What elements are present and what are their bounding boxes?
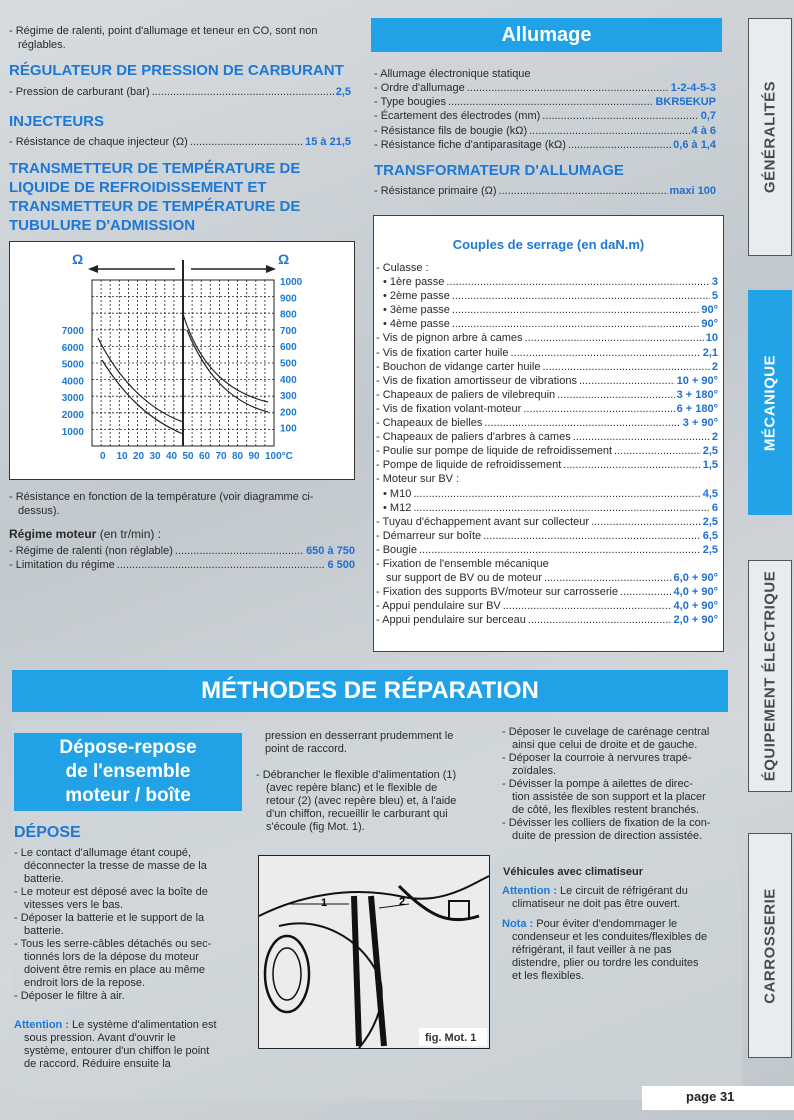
moteur-bv-label: - Moteur sur BV : (376, 473, 460, 486)
couples-title: Couples de serrage (en daN.m) (452, 237, 645, 252)
couple-row: - Fixation des supports BV/moteur sur carrosserie ..... 4,0 + 90° (376, 585, 718, 599)
left-scale-label: 5000 (61, 359, 84, 371)
attention-text-1: Le système d'alimentation est (72, 1019, 217, 1031)
x-scale-label: 30 (149, 451, 161, 462)
x-scale-label: 0 (100, 451, 106, 462)
depose-step-line: vitesses vers le bas. (24, 899, 124, 911)
figure-label-2: 2 (399, 896, 406, 908)
attention-block (14, 1019, 246, 1071)
x-scale-label: 20 (133, 451, 145, 462)
transmetteur-title-line-3: TRANSMETTEUR DE TEMPÉRATURE DE (9, 198, 301, 215)
couple-row: - Bougie ..... 2,5 (376, 543, 718, 557)
tab-carrosserie-label: CARROSSERIE (761, 887, 779, 1004)
couple-row: - Vis de fixation carter huile ..... 2,1 (376, 346, 718, 360)
x-scale-label: 50 (182, 451, 194, 462)
col2-top-2: point de raccord. (265, 743, 347, 755)
depose-step-line: endroit lors de la repose. (24, 977, 146, 989)
transformateur-title: TRANSFORMATEUR D'ALLUMAGE (374, 162, 624, 179)
limitation-regime-row: - Limitation du régime ..... 6 500 (9, 558, 355, 572)
depose-heading: DÉPOSE (14, 824, 81, 841)
allumage-row: - Ordre d'allumage ..... 1-2-4-5-3 (374, 81, 716, 95)
regime-title: Régime moteur (9, 527, 97, 541)
resistance-primaire-row: - Résistance primaire (Ω) ..... maxi 100 (374, 184, 716, 198)
depose-step-line: - Le moteur est déposé avec la boîte de (14, 886, 208, 898)
couple-row: - Bouchon de vidange carter huile ..... 2 (376, 360, 718, 374)
couple-row: - Démarreur sur boîte ..... 6,5 (376, 529, 718, 543)
col3-step-line: - Déposer le cuvelage de carénage central (502, 726, 710, 738)
left-scale-label: 6000 (61, 342, 84, 354)
col3-step-line: tion assistée de son support et la placer (512, 791, 706, 803)
transmetteur-title-line-1: TRANSMETTEUR DE TEMPÉRATURE DE (9, 160, 301, 177)
left-scale-label: 2000 (61, 410, 84, 421)
nota-text-1: Pour éviter d'endommager le (536, 918, 678, 930)
nota-block (502, 918, 730, 983)
allumage-banner: Allumage (371, 18, 722, 52)
box-title-line-1: Dépose-repose (59, 737, 197, 758)
box-title-line-2: de l'ensemble (65, 761, 191, 782)
x-scale-label: 80 (232, 451, 244, 462)
regime-ralenti-row: - Régime de ralenti (non réglable) ..... 650 à 750 (9, 544, 355, 558)
right-scale-label: 700 (280, 325, 297, 337)
omega-left-label: Ω (72, 251, 84, 267)
left-scale-label: 1000 (61, 426, 84, 438)
depose-step-line: - Déposer la batterie et le support de la (14, 912, 205, 924)
right-scale-label: 400 (280, 374, 297, 386)
attention2-text-2: climatiseur ne doit pas être ouvert. (512, 898, 681, 910)
x-scale-label: 10 (116, 451, 128, 462)
col3-step-line: - Dévisser la pompe à ailettes de direc- (502, 778, 693, 790)
couple-row: sur support de BV ou de moteur ..... 6,0 + 90° (386, 571, 718, 585)
pression-carburant-row: - Pression de carburant (bar) ..... 2,5 (9, 85, 351, 99)
couple-row: • M12 ..... 6 (383, 501, 718, 515)
col2-steps (256, 769, 488, 834)
col3-step-line: - Déposer la courroie à nervures trapé- (502, 752, 692, 764)
culasse-label: - Culasse : (376, 262, 429, 274)
right-scale-label: 1000 (280, 277, 303, 288)
left-scale-label: 4000 (61, 376, 84, 388)
couple-row: • 3ème passe ..... 90° (383, 303, 718, 317)
col2-step-line: (avec repère blanc) et le flexible de (266, 782, 438, 794)
resistance-note-line-2: dessus). (18, 505, 60, 517)
couple-row: - Poulie sur pompe de liquide de refroidissement ..... 2,5 (376, 444, 718, 458)
couple-row: - Vis de fixation amortisseur de vibrations ..... 10 + 90° (376, 374, 718, 388)
methodes-banner: MÉTHODES DE RÉPARATION (12, 670, 728, 712)
regulateur-title: RÉGULATEUR DE PRESSION DE CARBURANT (9, 62, 344, 79)
couple-row: - Vis de pignon arbre à cames ..... 10 (376, 331, 718, 345)
col2-step-line: d'un chiffon, recueillir le carburant qui (266, 808, 448, 820)
x-scale-label: 90 (248, 451, 260, 462)
col2-step-line: s'écoule (fig Mot. 1). (266, 821, 365, 833)
depose-step-line: batterie. (24, 925, 64, 937)
nota-text-2: condenseur et les conduites/flexibles de (512, 931, 708, 943)
right-scale-label: 100 (280, 423, 297, 435)
tab-equipement-label: ÉQUIPEMENT ÉLECTRIQUE (761, 570, 779, 782)
transmetteur-title-line-2: LIQUIDE DE REFROIDISSEMENT ET (9, 179, 267, 196)
right-scale-label: 200 (280, 407, 297, 419)
allumage-statique: - Allumage électronique statique (374, 68, 531, 80)
left-scale-label: 3000 (61, 393, 84, 405)
depose-repose-title (14, 736, 242, 808)
tab-generalites[interactable] (748, 18, 792, 256)
x-scale-label: 40 (166, 451, 178, 462)
tab-mecanique-label: MÉCANIQUE (761, 354, 779, 451)
couple-row: - Chapeaux de bielles ..... 3 + 90° (376, 416, 718, 430)
couple-row: • M10 ..... 4,5 (383, 487, 718, 501)
attention-text-4: de raccord. Réduire ensuite la (24, 1058, 171, 1070)
nota-text-4: distendre, plier ou tordre les conduites (512, 957, 699, 969)
col2-top-1: pression en desserrant prudemment le (265, 730, 454, 742)
depose-steps (14, 847, 244, 1003)
climatiseur-title: Véhicules avec climatiseur (503, 866, 644, 878)
left-arrow-head (88, 265, 98, 273)
couple-row: • 1ère passe ..... 3 (383, 275, 718, 289)
depose-step-line: doivent être remis en place au même (24, 964, 205, 976)
temperature-resistance-diagram (9, 241, 355, 480)
allumage-row: - Résistance fils de bougie (kΩ) ..... 4 à 6 (374, 124, 716, 138)
nota-label: Nota : (502, 918, 534, 930)
page-number: page 31 (686, 1089, 735, 1104)
intro-line-1: - Régime de ralenti, point d'allumage et teneur en CO, sont non (9, 25, 318, 37)
attention2-block (502, 885, 730, 911)
figure-svg (259, 856, 489, 1048)
col3-step-line: zoïdales. (512, 765, 557, 777)
attention-text-2: sous pression. Avant d'ouvrir le (24, 1032, 176, 1044)
regime-unit: (en tr/min) : (99, 527, 162, 541)
couple-row: • 2ème passe ..... 5 (383, 289, 718, 303)
couple-row: - Tuyau d'échappement avant sur collecteur ..... 2,5 (376, 515, 718, 529)
resistance-injecteur-row: - Résistance de chaque injecteur (Ω) ..... 15 à 21,5 (9, 135, 351, 149)
transmetteur-title-line-4: TUBULURE D'ADMISSION (9, 217, 196, 234)
couple-row: - Chapeaux de paliers de vilebrequin ..... 3 + 180° (376, 388, 718, 402)
right-curve-lower (187, 330, 268, 412)
col2-step-line: - Débrancher le flexible d'alimentation (1) (256, 769, 457, 781)
couple-row: - Vis de fixation volant-moteur ..... 6 + 180° (376, 402, 718, 416)
col2-step-line: retour (2) (avec repère bleu) et, à l'aide (266, 795, 457, 807)
nota-text-5: et les flexibles. (512, 970, 585, 982)
depose-step-line: batterie. (24, 873, 64, 885)
col3-step-line: duite de pression de direction assistée. (512, 830, 703, 842)
couple-row: - Appui pendulaire sur BV ..... 4,0 + 90° (376, 599, 718, 613)
right-arrow-head (266, 265, 276, 273)
right-scale-label: 500 (280, 358, 297, 370)
tab-carrosserie[interactable] (748, 833, 792, 1058)
allumage-row: - Type bougies ..... BKR5EKUP (374, 95, 716, 109)
allumage-row: - Écartement des électrodes (mm) ..... 0,7 (374, 109, 716, 123)
right-scale-label: 800 (280, 309, 297, 321)
depose-step-line: tionnés lors de la dépose du moteur (24, 951, 199, 963)
attention-text-3: système, entourer d'un chiffon le point (24, 1045, 210, 1057)
attention-label: Attention : (14, 1019, 69, 1031)
couple-row: - Chapeaux de paliers d'arbres à cames ..... 2 (376, 430, 718, 444)
resistance-note-line-1: - Résistance en fonction de la température (voir diagramme ci- (9, 491, 314, 503)
x-scale-label: 70 (215, 451, 227, 462)
depose-step-line: - Le contact d'allumage étant coupé, (14, 847, 191, 859)
right-scale-label: 600 (280, 342, 297, 354)
depose-step-line: - Déposer le filtre à air. (14, 990, 125, 1002)
left-curve-lower (102, 360, 183, 434)
nota-text-3: réfrigérant, il faut veiller à ne pas (512, 944, 672, 956)
left-scale-label: 7000 (61, 326, 84, 337)
col3-step-line: de côté, les flexibles restent branchés. (512, 804, 700, 816)
attention2-text-1: Le circuit de réfrigérant du (560, 885, 688, 897)
x-scale-label: 100°C (265, 451, 293, 462)
right-scale-label: 300 (280, 391, 297, 403)
box-title-line-3: moteur / boîte (65, 785, 191, 806)
fixation-ensemble-label: - Fixation de l'ensemble mécanique (376, 558, 549, 570)
allumage-row: - Résistance fiche d'antiparasitage (kΩ) ..... 0,6 à 1,4 (374, 138, 716, 152)
regime-moteur-heading (9, 527, 161, 541)
attention2-label: Attention : (502, 885, 557, 897)
col3-steps (502, 726, 728, 843)
tab-equipement-electrique[interactable] (748, 560, 792, 792)
figure-caption: fig. Mot. 1 (425, 1032, 477, 1044)
depose-step-line: déconnecter la tresse de masse de la (24, 860, 207, 872)
intro-line-2: réglables. (18, 39, 66, 51)
col2-top (265, 730, 487, 756)
col3-step-line: - Dévisser les colliers de fixation de la con- (502, 817, 711, 829)
figure-label-1: 1 (321, 897, 328, 909)
right-scale-label: 900 (280, 293, 297, 305)
col3-step-line: ainsi que celui de droite et de gauche. (512, 739, 698, 751)
omega-right-label: Ω (278, 251, 290, 267)
tab-generalites-label: GÉNÉRALITÉS (761, 80, 779, 194)
tab-mecanique[interactable] (748, 290, 792, 515)
diagram-svg (10, 242, 354, 479)
figure-mot-1 (258, 855, 490, 1049)
couple-row: - Pompe de liquide de refroidissement ..... 1,5 (376, 458, 718, 472)
depose-step-line: - Tous les serre-câbles détachés ou sec- (14, 938, 212, 950)
couple-row: • 4ème passe ..... 90° (383, 317, 718, 331)
x-scale-label: 60 (199, 451, 211, 462)
injecteurs-title: INJECTEURS (9, 113, 105, 130)
couple-row: - Appui pendulaire sur berceau ..... 2,0 + 90° (376, 613, 718, 627)
